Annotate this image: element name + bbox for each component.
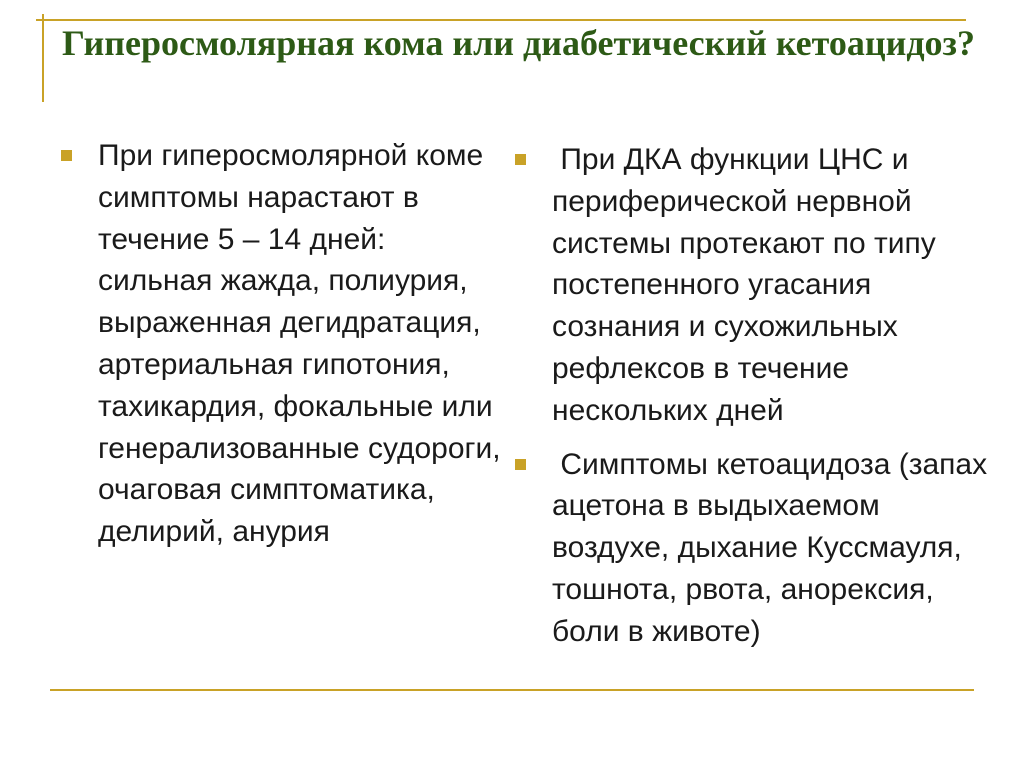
left-bullet-list: [98, 135, 508, 553]
side-rule: [42, 14, 44, 102]
bullet-text: При гиперосмолярной коме симптомы нарастают в течение 5 – 14 дней: сильная жажда, полиурия, выраженная дегидратация, артериальная гипотония, тахикардия, фокальные или генерализованные судороги, очаговая симптоматика, делирий, анурия: [98, 139, 501, 549]
square-bullet-icon: [61, 150, 72, 161]
bullet-item: [98, 135, 508, 553]
slide-title: Гиперосмолярная кома или диабетический кетоацидоз?: [62, 23, 976, 63]
square-bullet-icon: [515, 154, 526, 165]
right-bullet-list: [552, 139, 1002, 653]
bullet-text: Симптомы кетоацидоза (запах ацетона в выдыхаемом воздухе, дыхание Куссмауля, тошнота, рвота, анорексия, боли в животе): [552, 447, 988, 648]
bullet-text: При ДКА функции ЦНС и периферической нервной системы протекают по типу постепенного угасания сознания и сухожильных рефлексов в течение нескольких дней: [552, 143, 936, 427]
bullet-item: [552, 444, 1002, 653]
bullet-item: [552, 139, 1002, 432]
bottom-rule: [50, 689, 974, 691]
square-bullet-icon: [515, 459, 526, 470]
